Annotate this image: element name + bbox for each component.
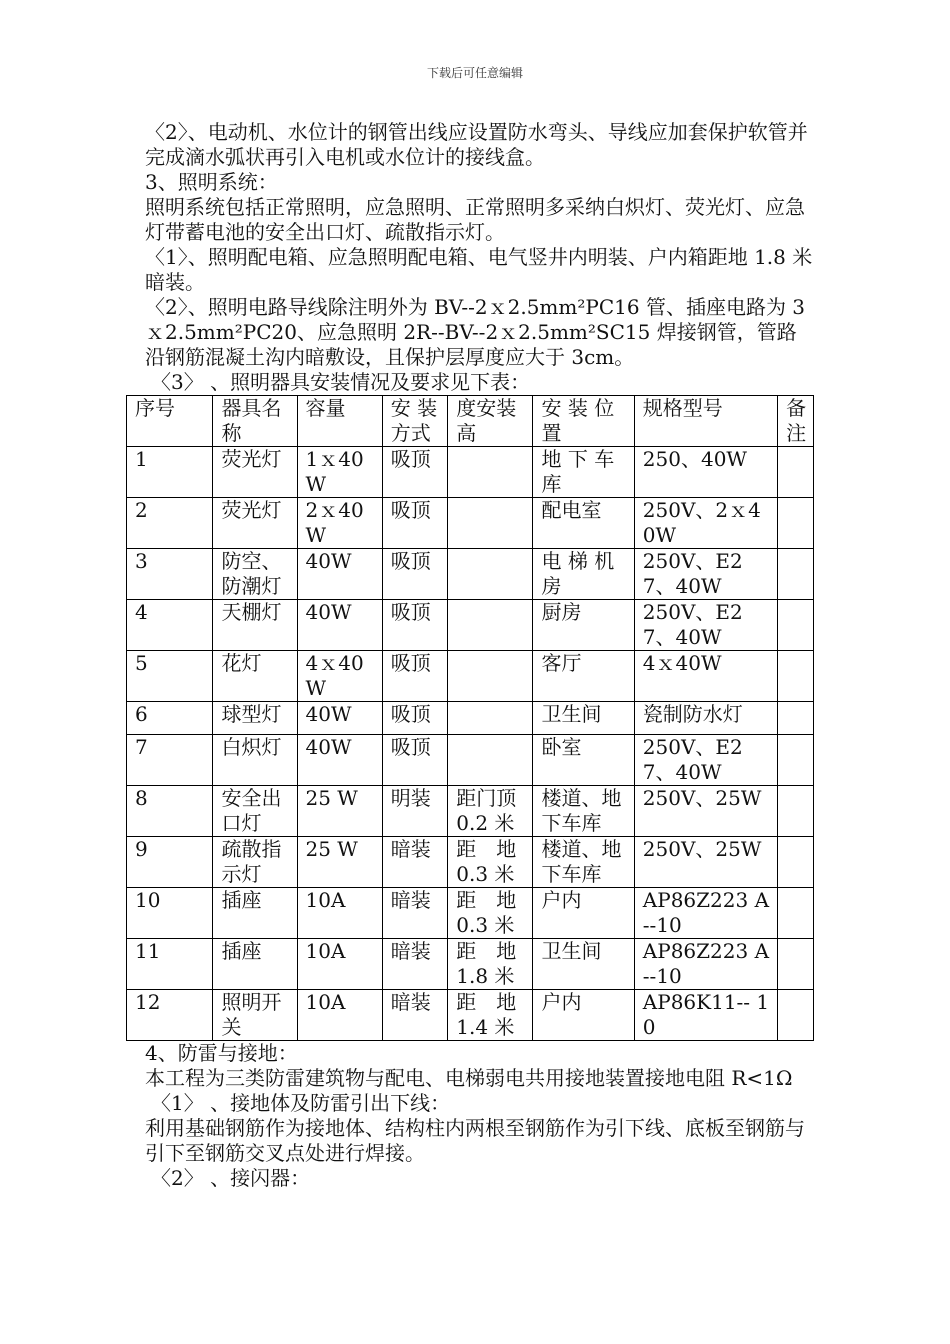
table-row <box>127 702 814 735</box>
table-cell: 天棚灯 <box>213 600 297 651</box>
table-cell <box>448 702 533 735</box>
table-cell: 距门顶 0.2 米 <box>448 786 533 837</box>
table-cell: 照明开关 <box>213 990 297 1041</box>
table-cell: 疏散指示灯 <box>213 837 297 888</box>
table-cell: 距 地 1.4 米 <box>448 990 533 1041</box>
table-cell: 瓷制防水灯 <box>634 702 777 735</box>
table-cell: AP86Z223 A--10 <box>634 888 777 939</box>
table-cell: 11 <box>127 939 213 990</box>
table-cell <box>448 498 533 549</box>
header-cell: 器具名称 <box>213 396 297 447</box>
table-cell <box>448 447 533 498</box>
table-cell: 250V、25W <box>634 837 777 888</box>
table-row <box>127 786 814 837</box>
paragraph-air-terminal-heading: 〈2〉 、接闪器： <box>151 1166 311 1190</box>
table-cell <box>778 888 814 939</box>
table-header-row <box>127 396 814 447</box>
table-cell: 10A <box>297 990 382 1041</box>
table-row <box>127 939 814 990</box>
table-cell: 荧光灯 <box>213 498 297 549</box>
table-cell <box>778 651 814 702</box>
table-cell: 25 W <box>297 786 382 837</box>
header-cell: 备注 <box>778 396 814 447</box>
table-cell: 250V、E27、40W <box>634 600 777 651</box>
table-cell: 白炽灯 <box>213 735 297 786</box>
table-cell: 9 <box>127 837 213 888</box>
table-row <box>127 651 814 702</box>
header-cell: 度安装高 <box>448 396 533 447</box>
table-cell: 25 W <box>297 837 382 888</box>
table-cell <box>448 549 533 600</box>
table-cell: 250V、E27、40W <box>634 735 777 786</box>
table-row <box>127 549 814 600</box>
header-cell: 安 装方式 <box>382 396 447 447</box>
table-cell: 4ｘ40W <box>297 651 382 702</box>
table-cell: 暗装 <box>382 837 447 888</box>
table-cell: 插座 <box>213 888 297 939</box>
table-cell: 插座 <box>213 939 297 990</box>
table-cell: 250V、E27、40W <box>634 549 777 600</box>
table-cell: 距 地 0.3 米 <box>448 888 533 939</box>
table-cell: 楼道、地下车库 <box>533 786 634 837</box>
heading-lighting-system: 3、照明系统： <box>145 170 278 194</box>
table-cell: 10A <box>297 939 382 990</box>
table-cell <box>448 735 533 786</box>
table-cell: 吸顶 <box>382 600 447 651</box>
table-cell: 球型灯 <box>213 702 297 735</box>
header-cell: 容量 <box>297 396 382 447</box>
table-cell <box>778 549 814 600</box>
table-cell: 1ｘ40W <box>297 447 382 498</box>
table-cell <box>778 786 814 837</box>
table-cell: 距 地 1.8 米 <box>448 939 533 990</box>
table-cell: 吸顶 <box>382 498 447 549</box>
table-cell: 地 下 车库 <box>533 447 634 498</box>
table-cell <box>778 990 814 1041</box>
table-cell: 卫生间 <box>533 939 634 990</box>
table-cell <box>778 600 814 651</box>
table-cell: 2ｘ40W <box>297 498 382 549</box>
table-row <box>127 735 814 786</box>
table-row <box>127 837 814 888</box>
table-cell <box>448 600 533 651</box>
table-row <box>127 447 814 498</box>
table-cell: 楼道、地下车库 <box>533 837 634 888</box>
table-cell: 吸顶 <box>382 549 447 600</box>
table-cell: 8 <box>127 786 213 837</box>
paragraph-motor-conduit: 〈2〉、电动机、水位计的钢管出线应设置防水弯头、导线应加套保护软管并完成滴水弧状再引入电机或水位计的接线盒。 <box>145 120 808 169</box>
table-cell: 40W <box>297 549 382 600</box>
paragraph-fixture-table-intro: 〈3〉 、照明器具安装情况及要求见下表： <box>151 370 531 394</box>
table-cell: 5 <box>127 651 213 702</box>
table-cell: 明装 <box>382 786 447 837</box>
table-cell: 户内 <box>533 888 634 939</box>
table-cell: 暗装 <box>382 939 447 990</box>
paragraph-lighting-overview: 照明系统包括正常照明，应急照明、正常照明多采纳白炽灯、荧光灯、应急灯带蓄电池的安全出口灯、疏散指示灯。 <box>145 195 805 244</box>
paragraph-grounding-overview: 本工程为三类防雷建筑物与配电、电梯弱电共用接地装置接地电阻 R<1Ω <box>145 1066 793 1090</box>
table-cell: 吸顶 <box>382 447 447 498</box>
table-cell: 花灯 <box>213 651 297 702</box>
table-cell <box>778 447 814 498</box>
table-cell: 250、40W <box>634 447 777 498</box>
table-cell: 厨房 <box>533 600 634 651</box>
table-cell: 吸顶 <box>382 735 447 786</box>
table-cell: 250V、25W <box>634 786 777 837</box>
table-cell: 3 <box>127 549 213 600</box>
table-cell: 10 <box>127 888 213 939</box>
page-header-note: 下载后可任意编辑 <box>426 66 523 80</box>
table-cell: 吸顶 <box>382 702 447 735</box>
table-cell: 户内 <box>533 990 634 1041</box>
paragraph-grounding-body-heading: 〈1〉 、接地体及防雷引出下线： <box>151 1091 451 1115</box>
table-cell: 2 <box>127 498 213 549</box>
table-cell: 7 <box>127 735 213 786</box>
table-cell <box>778 735 814 786</box>
table-cell: 吸顶 <box>382 651 447 702</box>
paragraph-distribution-box: 〈1〉、照明配电箱、应急照明配电箱、电气竖井内明装、户内箱距地 1.8 米暗装。 <box>145 245 813 294</box>
heading-lightning-grounding: 4、防雷与接地： <box>145 1041 298 1065</box>
table-cell: 配电室 <box>533 498 634 549</box>
header-cell: 序号 <box>127 396 213 447</box>
table-cell: 40W <box>297 600 382 651</box>
header-cell: 安 装 位置 <box>533 396 634 447</box>
table-cell: 12 <box>127 990 213 1041</box>
table-cell: 距 地 0.3 米 <box>448 837 533 888</box>
table-cell: 客厅 <box>533 651 634 702</box>
table-cell: 荧光灯 <box>213 447 297 498</box>
table-cell: 暗装 <box>382 990 447 1041</box>
table-cell: 1 <box>127 447 213 498</box>
table-cell: 10A <box>297 888 382 939</box>
table-cell: 暗装 <box>382 888 447 939</box>
table-row <box>127 888 814 939</box>
table-cell <box>778 702 814 735</box>
header-cell: 规格型号 <box>634 396 777 447</box>
table-row <box>127 990 814 1041</box>
table-row <box>127 498 814 549</box>
fixture-table <box>126 395 814 1041</box>
table-cell <box>778 939 814 990</box>
table-row <box>127 600 814 651</box>
table-cell: 卫生间 <box>533 702 634 735</box>
table-cell: 4 <box>127 600 213 651</box>
table-cell: 250V、2ｘ40W <box>634 498 777 549</box>
table-cell <box>778 837 814 888</box>
document-body <box>135 120 815 1191</box>
table-cell <box>778 498 814 549</box>
paragraph-grounding-rebar: 利用基础钢筋作为接地体、结构柱内两根至钢筋作为引下线、底板至钢筋与引下至钢筋交叉点处进行焊接。 <box>145 1116 805 1165</box>
table-cell: AP86Z223 A--10 <box>634 939 777 990</box>
table-cell: 6 <box>127 702 213 735</box>
table-cell <box>448 651 533 702</box>
table-cell: 卧室 <box>533 735 634 786</box>
table-cell: 40W <box>297 702 382 735</box>
paragraph-wiring: 〈2〉、照明电路导线除注明外为 BV--2ｘ2.5mm²PC16 管、插座电路为 3ｘ2.5mm²PC20、应急照明 2R--BV--2ｘ2.5mm²SC15 焊接钢管，管路沿钢筋混凝土沟内暗敷设，且保护层厚度应大于 3cm。 <box>145 295 806 369</box>
table-cell: 安全出口灯 <box>213 786 297 837</box>
table-cell: 4ｘ40W <box>634 651 777 702</box>
table-cell: AP86K11-- 10 <box>634 990 777 1041</box>
table-cell: 防空、防潮灯 <box>213 549 297 600</box>
table-cell: 电 梯 机房 <box>533 549 634 600</box>
table-cell: 40W <box>297 735 382 786</box>
